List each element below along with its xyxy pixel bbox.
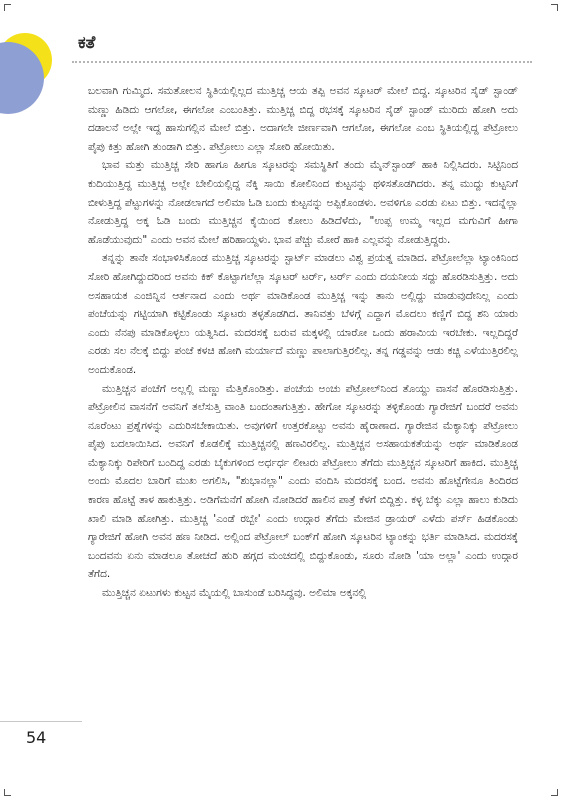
crop-mark-top-left <box>4 4 11 11</box>
crop-mark-bottom-left <box>4 789 11 796</box>
story-body <box>88 82 518 603</box>
paragraph: ಭಾವ ಮತ್ತು ಮುತ್ತಿಚ್ಚ ಸೇರಿ ಹಾಗೂ ಹೀಗೂ ಸ್ಕೂಟರನ್ನು ಸಮಸ್ಥಿತಿಗೆ ತಂದು ಮೈನ್‌ಸ್ಟಾಂಡ್ ಹಾಕಿ ನಿಲ್ಲಿಸಿದರು. ಸಿಟ್ಟಿನಿಂದ ಕುದಿಯುತ್ತಿದ್ದ ಮುತ್ತಿಚ್ಚ ಅಲ್ಲೇ ಬೇಲಿಯಲ್ಲಿದ್ದ ನೆಕ್ಕಿ ಸಾಯಿ ಕೋಲಿನಿಂದ ಕುಟ್ಟನನ್ನು ಥಳಿಸತೊಡಗಿದರು. ತನ್ನ ಮುದ್ದು ಕುಟ್ಟನಿಗೆ ಬೀಳುತ್ತಿದ್ದ ಪೆಟ್ಟುಗಳನ್ನು ನೋಡಲಾಗದೆ ಅಲಿಮಾ ಓಡಿ ಬಂದು ಕುಟ್ಟನನ್ನು ಅಪ್ಪಿಕೊಂಡಳು. ಅವಳಿಗೂ ಎರಡು ಏಟು ಬಿತ್ತು. ಇದನ್ನೆಲ್ಲಾ ನೋಡುತ್ತಿದ್ದ ಅಕ್ಕ ಓಡಿ ಬಂದು ಮುತ್ತಿಚ್ಚನ ಕೈಯಿಂದ ಕೋಲು ಹಿಡಿದೆಳೆದು, "ಉಪ್ಪ ಉಮ್ಮ ಇಲ್ಲದ ಮಗುವಿಗೆ ಹೀಗಾ ಹೊಡೆಯುವುದು" ಎಂದು ಅವನ ಮೇಲೆ ಹರಿಹಾಯ್ದಳು. ಭಾವ ಪೆಚ್ಚು ಮೋರೆ ಹಾಕಿ ಎಲ್ಲವನ್ನು ನೋಡುತ್ತಿದ್ದರು. <box>88 159 518 246</box>
paragraph: ಮುತ್ತಿಚ್ಚನ ಪಂಚೆಗೆ ಅಲ್ಲಲ್ಲಿ ಮಣ್ಣು ಮೆತ್ತಿಕೊಂಡಿತ್ತು. ಪಂಚೆಯ ಅಂಚು ಪೆಟ್ರೋಲ್‌ನಿಂದ ತೊಯ್ದು ವಾಸನೆ ಹೊರಡಿಸುತ್ತಿತ್ತು. ಪೆಟ್ರೋಲಿನ ವಾಸನೆಗೆ ಅವನಿಗೆ ತಲೆಸುತ್ತಿ ವಾಂತಿ ಬಂದಂತಾಗುತ್ತಿತ್ತು. ಹೇಗೋ ಸ್ಕೂಟರನ್ನು ತಳ್ಳಿಕೊಂಡು ಗ್ಯಾರೇಜಿಗೆ ಬಂದರೆ ಅವನು ನೂರೆಂಟು ಪ್ರಶ್ನೆಗಳನ್ನು ಎದುರಿಸಬೇಕಾಯಿತು. ಅವುಗಳಿಗೆ ಉತ್ತರಕೊಟ್ಟು ಅವನು ಹೈರಾಣಾದ. ಗ್ಯಾರೇಜಿನ ಮೆಕ್ಯಾನಿಕ್ಕು ಪೆಟ್ರೋಲು ಪೈಪು ಬದಲಾಯಿಸಿದ. ಅವನಿಗೆ ಕೊಡಲಿಕ್ಕೆ ಮುತ್ತಿಚ್ಚನಲ್ಲಿ ಹಣವಿರಲಿಲ್ಲ. ಮುತ್ತಿಚ್ಚನ ಅಸಹಾಯಕತೆಯನ್ನು ಅರ್ಥ ಮಾಡಿಕೊಂಡ ಮೆಕ್ಯಾನಿಕ್ಕು ರಿಪೇರಿಗೆ ಬಂದಿದ್ದ ಎರಡು ಬೈಕುಗಳಿಂದ ಅರ್ಧರ್ಧ ಲೀಟರು ಪೆಟ್ರೋಲು ತೆಗೆದು ಮುತ್ತಿಚ್ಚನ ಸ್ಕೂಟರಿಗೆ ಹಾಕಿದ. ಮುತ್ತಿಚ್ಚ ಅಂದು ಮೊದಲ ಬಾರಿಗೆ ಮುಖ ಅಗಲಿಸಿ, "ಶುಭಾನಲ್ಲಾ" ಎಂದು ವಂದಿಸಿ ಮದರಸಕ್ಕೆ ಬಂದ. ಅವನು ಹೊಟ್ಟೆಗೇನೂ ತಿಂದಿರದ ಕಾರಣ ಹೊಟ್ಟೆ ತಾಳ ಹಾಕುತ್ತಿತ್ತು. ಅಡಿಗೆಮನೆಗೆ ಹೋಗಿ ನೋಡಿದರೆ ಹಾಲಿನ ಪಾತ್ರೆ ಕೆಳಗೆ ಬಿದ್ದಿತ್ತು. ಕಳ್ಳ ಬೆಕ್ಕು ಎಲ್ಲಾ ಹಾಲು ಕುಡಿದು ಖಾಲಿ ಮಾಡಿ ಹೋಗಿತ್ತು. ಮುತ್ತಿಚ್ಚ 'ಎಂಡೆ ರಬ್ಬೇ' ಎಂದು ಉದ್ಗಾರ ತೆಗೆದು ಮೇಜಿನ ಡ್ರಾಯರ್ ಎಳೆದು ಪರ್ಸ್ ಹಿಡಕೊಂಡು ಗ್ಯಾರೇಜಿಗೆ ಹೋಗಿ ಅವನ ಹಣ ನೀಡಿದ. ಅಲ್ಲಿಂದ ಪೆಟ್ರೋಲ್ ಬಂಕ್‌ಗೆ ಹೋಗಿ ಸ್ಕೂಟರಿನ ಟ್ಯಾಂಕನ್ನು ಭರ್ತಿ ಮಾಡಿಸಿದ. ಮದರಸಕ್ಕೆ ಬಂದವನು ಏನು ಮಾಡಲೂ ತೋಚದೆ ಹುರಿ ಹಗ್ಗದ ಮಂಚದಲ್ಲಿ ಬಿದ್ದುಕೊಂಡು, ಸೂರು ನೋಡಿ 'ಯಾ ಅಲ್ಲಾ' ಎಂದು ಉದ್ಗಾರ ತೆಗೆದ. <box>88 382 518 581</box>
paragraph: ತನ್ನನ್ನು ತಾನೇ ಸಂಭಾಳಿಸಿಕೊಂಡ ಮುತ್ತಿಚ್ಚ ಸ್ಕೂಟರನ್ನು ಸ್ಟಾರ್ಟ್ ಮಾಡಲು ವಿಶ್ವ ಪ್ರಯತ್ನ ಮಾಡಿದ. ಪೆಟ್ರೋಲೆಲ್ಲಾ ಟ್ಯಾಂಕಿನಿಂದ ಸೋರಿ ಹೋಗಿದ್ದುದರಿಂದ ಅವನು ಕಿಕ್ ಕೊಟ್ಟಾಗಲೆಲ್ಲಾ ಸ್ಕೂಟರ್ ಟರ್ರ್, ಟರ್ರ್ ಎಂದು ದಯನೀಯ ಸದ್ದು ಹೊರಡಿಸುತ್ತಿತ್ತು. ಅದು ಅಸಹಾಯಕ ಎಂಜಿನ್ನಿನ ಆರ್ತನಾದ ಎಂದು ಅರ್ಥ ಮಾಡಿಕೊಂಡ ಮುತ್ತಿಚ್ಚ ಇನ್ನು ತಾನು ಅಲ್ಲಿದ್ದು ಮಾಡುವುದೇನಿಲ್ಲ ಎಂದು ಪಂಚೆಯನ್ನು ಗಟ್ಟಿಯಾಗಿ ಕಟ್ಟಿಕೊಂಡು ಸ್ಕೂಟರು ತಳ್ಳತೊಡಗಿದ. ತಾನಿವತ್ತು ಬೆಳಗ್ಗೆ ಎದ್ದಾಗ ಮೊದಲು ಕಣ್ಣಿಗೆ ಬಿದ್ದ ಶನಿ ಯಾರು ಎಂದು ನೆನಪು ಮಾಡಿಕೊಳ್ಳಲು ಯತ್ನಿಸಿದ. ಮದರಸಕ್ಕೆ ಬರುವ ಮಕ್ಕಳಲ್ಲಿ ಯಾರೋ ಒಂದು ಹರಾಮಿಯ ಇರಬೇಕು. ಇಲ್ಲದಿದ್ದರೆ ಎರಡು ಸಲ ನೆಲಕ್ಕೆ ಬಿದ್ದು ಪಂಚೆ ಕಳಚಿ ಹೋಗಿ ಮರ್ಯಾದೆ ಮಣ್ಣು ಪಾಲಾಗುತ್ತಿರಲಿಲ್ಲ. ತನ್ನ ಗಡ್ಡವನ್ನು ಆಡು ಕಚ್ಚಿ ಎಳೆಯುತ್ತಿರಲಿಲ್ಲ ಅಂದುಕೊಂಡ. <box>88 252 518 376</box>
page-number-rule <box>0 721 82 722</box>
crop-mark-bottom-right <box>551 789 558 796</box>
page-number: 54 <box>26 728 47 747</box>
section-title: ಕತೆ <box>78 33 96 53</box>
paragraph: ಮುತ್ತಿಚ್ಚನ ಏಟುಗಳು ಕುಟ್ಟನ ಮೈಯಲ್ಲಿ ಬಾಸುಂಡೆ ಬರಿಸಿದ್ದವು. ಅಲಿಮಾ ಅಕ್ಕನಲ್ಲಿ <box>102 587 367 600</box>
dotted-divider <box>72 61 532 63</box>
crop-mark-top-right <box>551 4 558 11</box>
decorative-circles <box>0 24 70 124</box>
paragraph: ಬಲವಾಗಿ ಗುಮ್ಮಿದ. ಸಮತೋಲನ ಸ್ಥಿತಿಯಲ್ಲಿಲ್ಲದ ಮುತ್ತಿಚ್ಚ ಆಯ ತಪ್ಪಿ ಅವನ ಸ್ಕೂಟರ್ ಮೇಲೆ ಬಿದ್ದ. ಸ್ಕೂಟರಿನ ಸೈಡ್ ಸ್ಟಾಂಡ್ ಮಣ್ಣು ಹಿಡಿದು ಆಗಲೋ, ಈಗಲೋ ಎಂಬಂತಿತ್ತು. ಮುತ್ತಿಚ್ಚ ಬಿದ್ದ ರಭಸಕ್ಕೆ ಸ್ಕೂಟರಿನ ಸೈಡ್ ಸ್ಟಾಂಡ್ ಮುರಿದು ಹೋಗಿ ಅದು ದಡಾಲನೆ ಅಲ್ಲೇ ಇದ್ದ ಹಾಸುಗಲ್ಲಿನ ಮೇಲೆ ಬಿತ್ತು. ಅದಾಗಲೇ ಜೀರ್ಣವಾಗಿ ಆಗಲೋ, ಈಗಲೋ ಎಂಬ ಸ್ಥಿತಿಯಲ್ಲಿದ್ದ ಪೆಟ್ರೋಲು ಪೈಪು ಕಿತ್ತು ಹೋಗಿ ತುಂಡಾಗಿ ಬಿತ್ತು. ಪೆಟ್ರೋಲು ಎಲ್ಲಾ ಸೋರಿ ಹೋಯಿತು. <box>88 85 518 153</box>
